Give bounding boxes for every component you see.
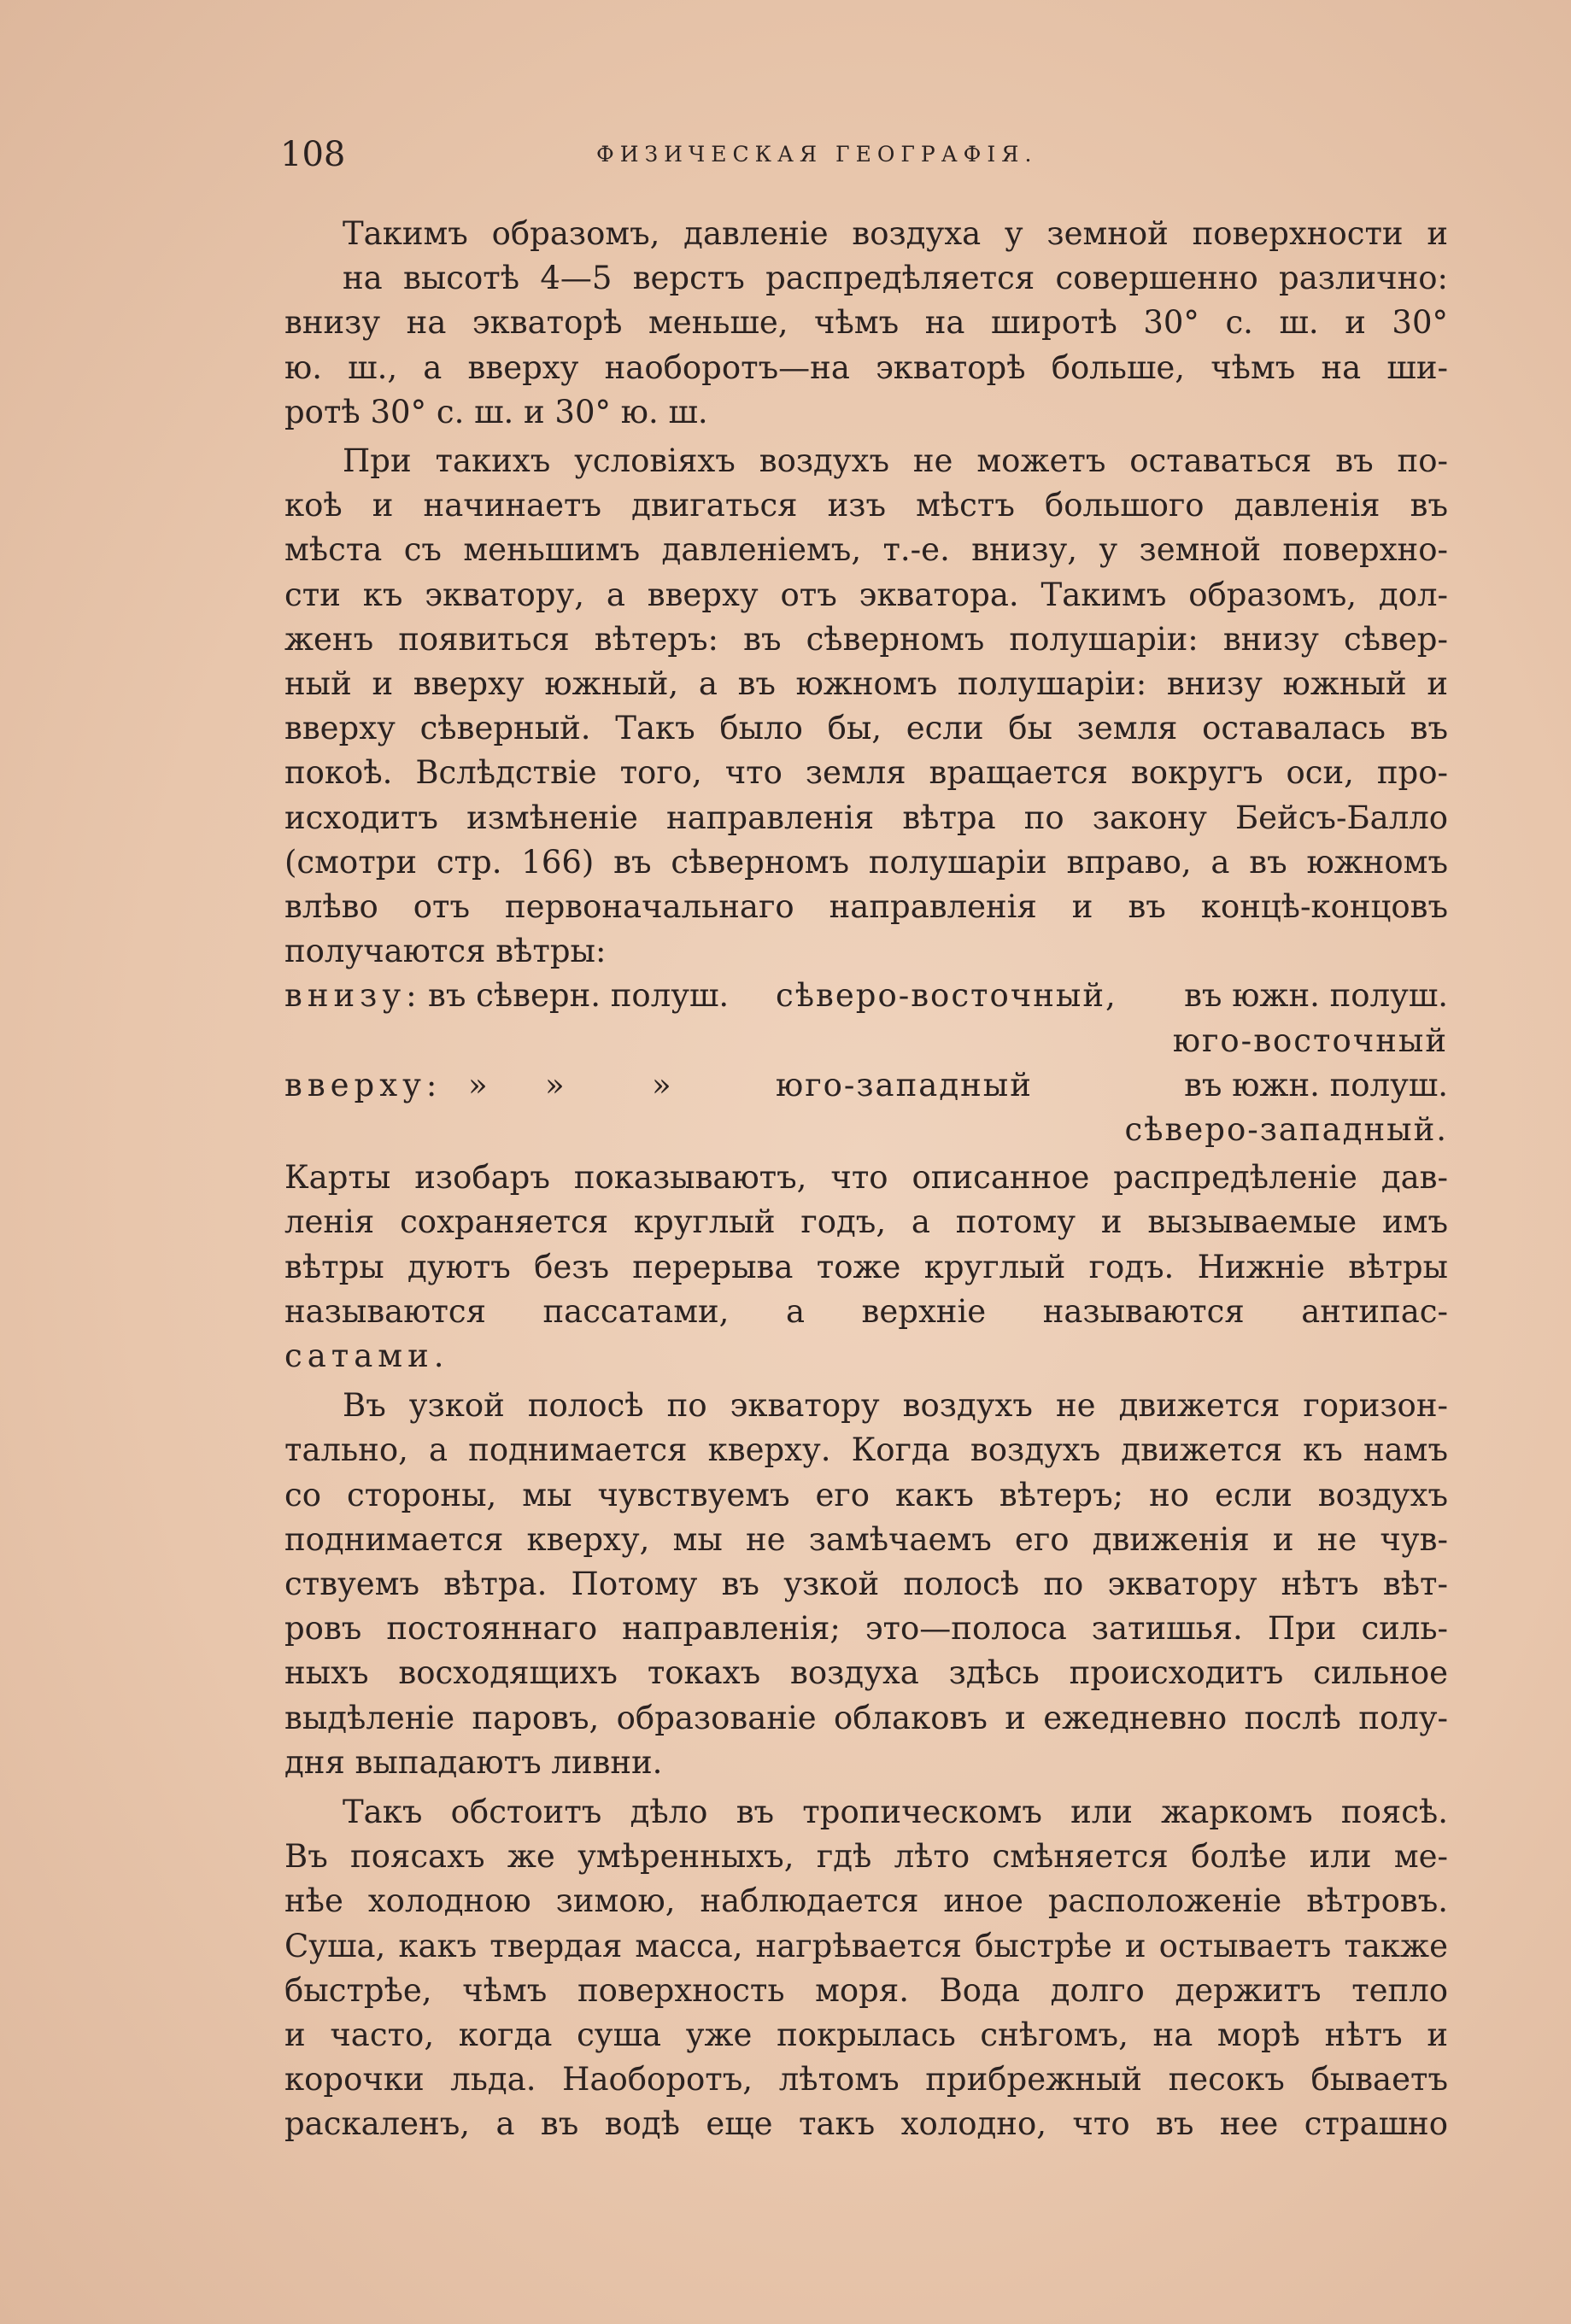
wind-direction: сѣверо-восточный, [776, 977, 1117, 1015]
text-line: со стороны, мы чувствуемъ его какъ вѣтеръ; но если воздухъ [284, 1476, 1448, 1513]
paragraph-wind-origin [284, 439, 1448, 974]
text-line: исходитъ измѣненіе направленія вѣтра по закону Бейсъ-Балло [284, 799, 1448, 836]
text-line: ровъ постояннаго направленія; это—полоса затишья. При силь- [284, 1610, 1448, 1648]
wind-row-above-south [284, 1108, 1448, 1152]
text-line: ный и вверху южный, а въ южномъ полушаріи: внизу южный и [284, 665, 1448, 703]
text-line: корочки льда. Наоборотъ, лѣтомъ прибрежный песокъ бываетъ [284, 2061, 1448, 2099]
wind-direction: юго-восточный [1172, 1022, 1448, 1059]
text-line: внизу на экваторѣ меньше, чѣмъ на широтѣ 30° с. ш. и 30° [284, 304, 1448, 342]
text-line: Въ поясахъ же умѣренныхъ, гдѣ лѣто смѣняется болѣе или ме- [284, 1838, 1448, 1876]
text-line: При такихъ условіяхъ воздухъ не можетъ оставаться въ по- [343, 442, 1448, 480]
text-line: и часто, когда суша уже покрылась снѣгомъ, на морѣ нѣтъ и [284, 2017, 1448, 2054]
wind-row-below-south [284, 1019, 1448, 1063]
wind-table [284, 974, 1448, 1152]
text-line: Суша, какъ твердая масса, нагрѣвается быстрѣе и остываетъ также [284, 1927, 1448, 1964]
text-line: получаются вѣтры: [284, 933, 607, 970]
text-line: сти къ экватору, а вверху отъ экватора. Такимъ образомъ, дол- [284, 576, 1448, 613]
wind-north-hemisphere: въ сѣверн. полуш. [428, 977, 730, 1015]
text-line: на высотѣ 4—5 верстъ распредѣляется совершенно различно: [343, 260, 1448, 297]
wind-direction: юго-западный [776, 1066, 1033, 1103]
text-line: ныхъ восходящихъ токахъ воздуха здѣсь происходитъ сильное [284, 1654, 1448, 1692]
wind-row-below [284, 974, 1448, 1018]
wind-south-hemisphere: въ южн. полуш. [1184, 977, 1448, 1015]
text-line: Карты изобаръ показываютъ, что описанное распредѣленіе дав- [284, 1159, 1448, 1197]
wind-row-above [284, 1063, 1448, 1108]
text-line: тально, а поднимается кверху. Когда воздухъ движется къ намъ [284, 1431, 1448, 1469]
text-line: вверху сѣверный. Такъ было бы, если бы земля оставалась въ [284, 710, 1448, 747]
text-line: раскаленъ, а въ водѣ еще такъ холодно, что въ нее страшно [284, 2105, 1448, 2143]
wind-south-hemisphere: въ южн. полуш. [1184, 1066, 1448, 1103]
paragraph-isobars [284, 1156, 1448, 1379]
paragraph-calm-belt [284, 1384, 1448, 1785]
page-number: 108 [280, 135, 346, 174]
page-body [284, 212, 1448, 2147]
text-line: ю. ш., а вверху наоборотъ—на экваторѣ больше, чѣмъ на ши- [284, 348, 1448, 386]
ditto-mark: » [468, 1066, 488, 1103]
text-line: быстрѣе, чѣмъ поверхность моря. Вода долго держитъ тепло [284, 1971, 1448, 2009]
text-line: мѣста съ меньшимъ давленіемъ, т.-е. внизу, у земной поверхно- [284, 531, 1448, 569]
text-line: называются пассатами, а верхніе называются антипас- [284, 1292, 1448, 1330]
wind-label-below: внизу: [284, 977, 422, 1015]
text-line: нѣе холодною зимою, наблюдается иное расположеніе вѣтровъ. [284, 1882, 1448, 1920]
text-line: (смотри стр. 166) въ сѣверномъ полушаріи вправо, а въ южномъ [284, 843, 1448, 881]
text-line: коѣ и начинаетъ двигаться изъ мѣстъ большого давленія въ [284, 487, 1448, 524]
wind-direction: сѣверо-западный. [1124, 1111, 1448, 1149]
text-line: ротѣ 30° с. ш. и 30° ю. ш. [284, 393, 708, 430]
wind-label-above: вверху: [284, 1066, 443, 1103]
text-line: поднимается кверху, мы не замѣчаемъ его движенія и не чув- [284, 1520, 1448, 1558]
page-header [280, 135, 1451, 186]
running-title: ФИЗИЧЕСКАЯ ГЕОГРАФІЯ. [596, 142, 1038, 167]
text-line: сатами. [284, 1338, 449, 1375]
text-line: Такимъ образомъ, давленіе воздуха у земной поверхности и [343, 215, 1448, 252]
text-line: выдѣленіе паровъ, образованіе облаковъ и ежедневно послѣ полу- [284, 1699, 1448, 1736]
paragraph-pressure [284, 212, 1448, 435]
ditto-mark: » [545, 1066, 565, 1103]
text-line: покоѣ. Вслѣдствіе того, что земля вращается вокругъ оси, про- [284, 754, 1448, 792]
text-line: ленія сохраняется круглый годъ, а потому и вызываемые имъ [284, 1203, 1448, 1241]
text-line: ствуемъ вѣтра. Потому въ узкой полосѣ по экватору нѣтъ вѣт- [284, 1566, 1448, 1603]
ditto-mark: » [652, 1066, 671, 1103]
text-line: Такъ обстоитъ дѣло въ тропическомъ или жаркомъ поясѣ. [343, 1794, 1448, 1831]
text-line: Въ узкой полосѣ по экватору воздухъ не движется горизон- [343, 1387, 1448, 1425]
text-line: дня выпадаютъ ливни. [284, 1743, 663, 1781]
text-line: вѣтры дуютъ безъ перерыва тоже круглый годъ. Нижніе вѣтры [284, 1248, 1448, 1285]
text-line: влѣво отъ первоначальнаго направленія и въ концѣ-концовъ [284, 888, 1448, 926]
paragraph-temperate [284, 1790, 1448, 2147]
text-line: женъ появиться вѣтеръ: въ сѣверномъ полушаріи: внизу сѣвер- [284, 620, 1448, 658]
